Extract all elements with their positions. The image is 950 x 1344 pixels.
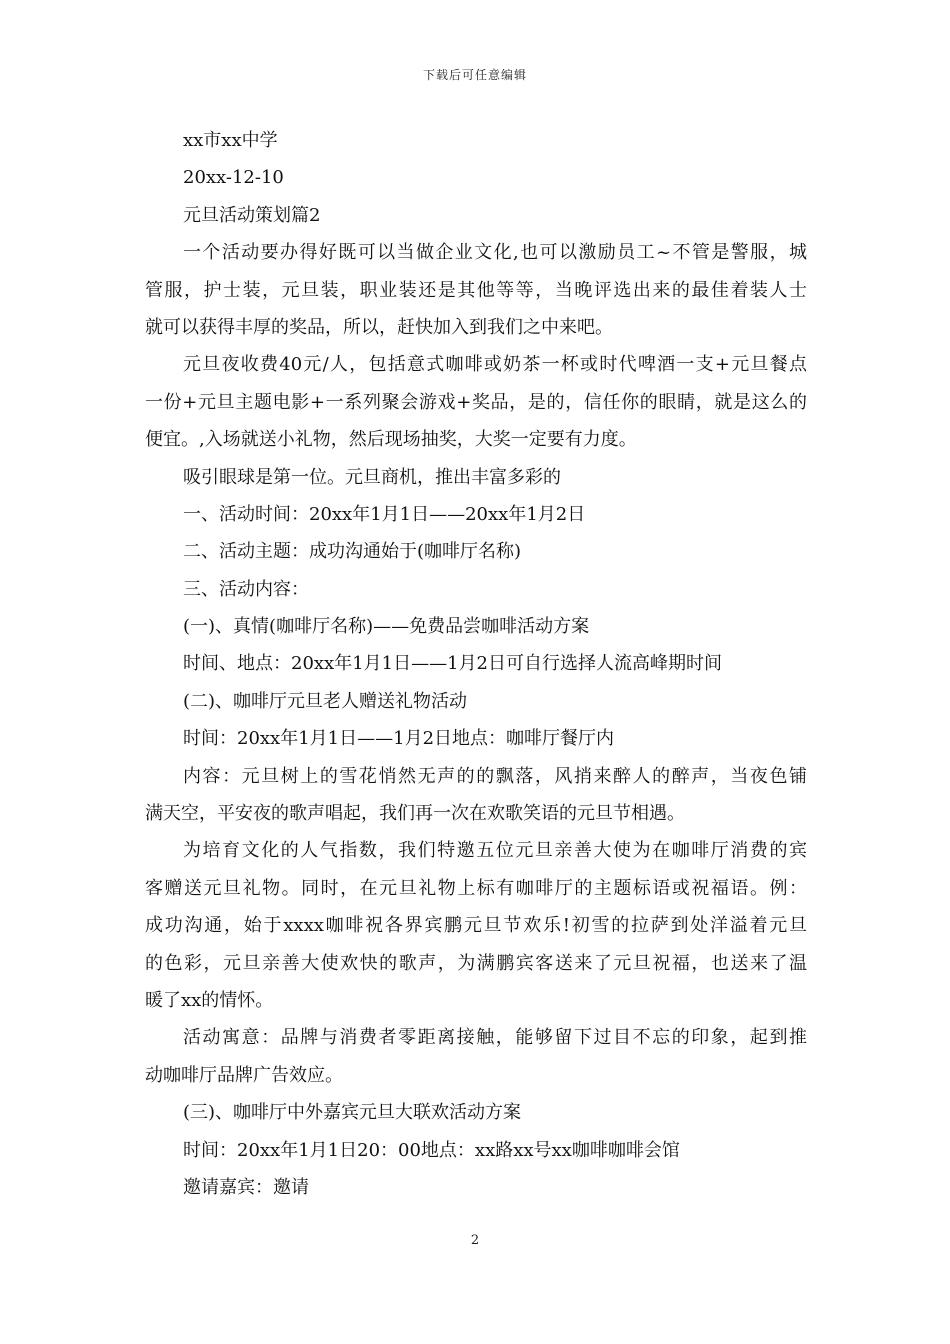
paragraph-line: 就可以获得丰厚的奖品，所以，赶快加入到我们之中来吧。 — [145, 316, 613, 338]
section-heading: 元旦活动策划篇2 — [183, 204, 321, 226]
paragraph-line: 的色彩，元旦亲善大使欢快的歌声，为满鹏宾客送来了元旦祝福，也送来了温 — [145, 952, 807, 974]
paragraph-line: 动咖啡厅品牌广告效应。 — [145, 1064, 343, 1086]
paragraph-line: 活动寓意：品牌与消费者零距离接触，能够留下过目不忘的印象，起到推 — [183, 1027, 807, 1049]
paragraph-line: 客赠送元旦礼物。同时，在元旦礼物上标有咖啡厅的主题标语或祝福语。例： — [145, 877, 807, 899]
document-body — [145, 122, 807, 1206]
paragraph-line: 成功沟通，始于xxxx咖啡祝各界宾鹏元旦节欢乐!初雪的拉萨到处洋溢着元旦 — [145, 915, 807, 937]
paragraph-line: 吸引眼球是第一位。元旦商机，推出丰富多彩的 — [183, 466, 561, 488]
list-item: 三、活动内容： — [183, 578, 309, 600]
subsection-heading: (一)、真情(咖啡厅名称)——免费品尝咖啡活动方案 — [183, 616, 590, 638]
paragraph-line: 暖了xx的情怀。 — [145, 989, 274, 1011]
list-item: 一、活动时间：20xx年1月1日——20xx年1月2日 — [183, 503, 586, 525]
paragraph-line: 为培育文化的人气指数，我们特邀五位元旦亲善大使为在咖啡厅消费的宾 — [183, 840, 807, 862]
paragraph-line: 便宜。,入场就送小礼物，然后现场抽奖，大奖一定要有力度。 — [145, 429, 637, 451]
paragraph-line: 内容：元旦树上的雪花悄然无声的的飘落，风捎来醉人的醉声，当夜色铺 — [183, 765, 807, 787]
paragraph-line: 一份+元旦主题电影+一系列聚会游戏+奖品，是的，信任你的眼睛，就是这么的 — [145, 391, 807, 413]
text-line: 20xx-12-10 — [183, 167, 284, 189]
subsection-heading: (三)、咖啡厅中外嘉宾元旦大联欢活动方案 — [183, 1102, 522, 1124]
paragraph-line: 一个活动要办得好既可以当做企业文化,也可以激励员工~不管是警服，城 — [183, 242, 807, 264]
subsection-heading: (二)、咖啡厅元旦老人赠送礼物活动 — [183, 690, 468, 712]
paragraph-line: 满天空，平安夜的歌声唱起，我们再一次在欢歌笑语的元旦节相遇。 — [145, 803, 685, 825]
list-item: 二、活动主题：成功沟通始于(咖啡厅名称) — [183, 541, 522, 563]
paragraph-line: 管服，护士装，元旦装，职业装还是其他等等，当晚评选出来的最佳着装人士 — [145, 279, 807, 301]
paragraph-line: 邀请嘉宾：邀请 — [183, 1176, 309, 1198]
text-line: xx市xx中学 — [183, 130, 278, 151]
paragraph-line: 元旦夜收费40元/人，包括意式咖啡或奶茶一杯或时代啤酒一支+元旦餐点 — [183, 354, 807, 376]
page-header: 下载后可任意编辑 — [422, 68, 527, 82]
paragraph-line: 时间：20xx年1月1日20：00地点：xx路xx号xx咖啡咖啡会馆 — [183, 1139, 680, 1161]
paragraph-line: 时间：20xx年1月1日——1月2日地点：咖啡厅餐厅内 — [183, 728, 615, 750]
paragraph-line: 时间、地点：20xx年1月1日——1月2日可自行选择人流高峰期时间 — [183, 653, 723, 675]
page-number: 2 — [470, 1233, 480, 1248]
